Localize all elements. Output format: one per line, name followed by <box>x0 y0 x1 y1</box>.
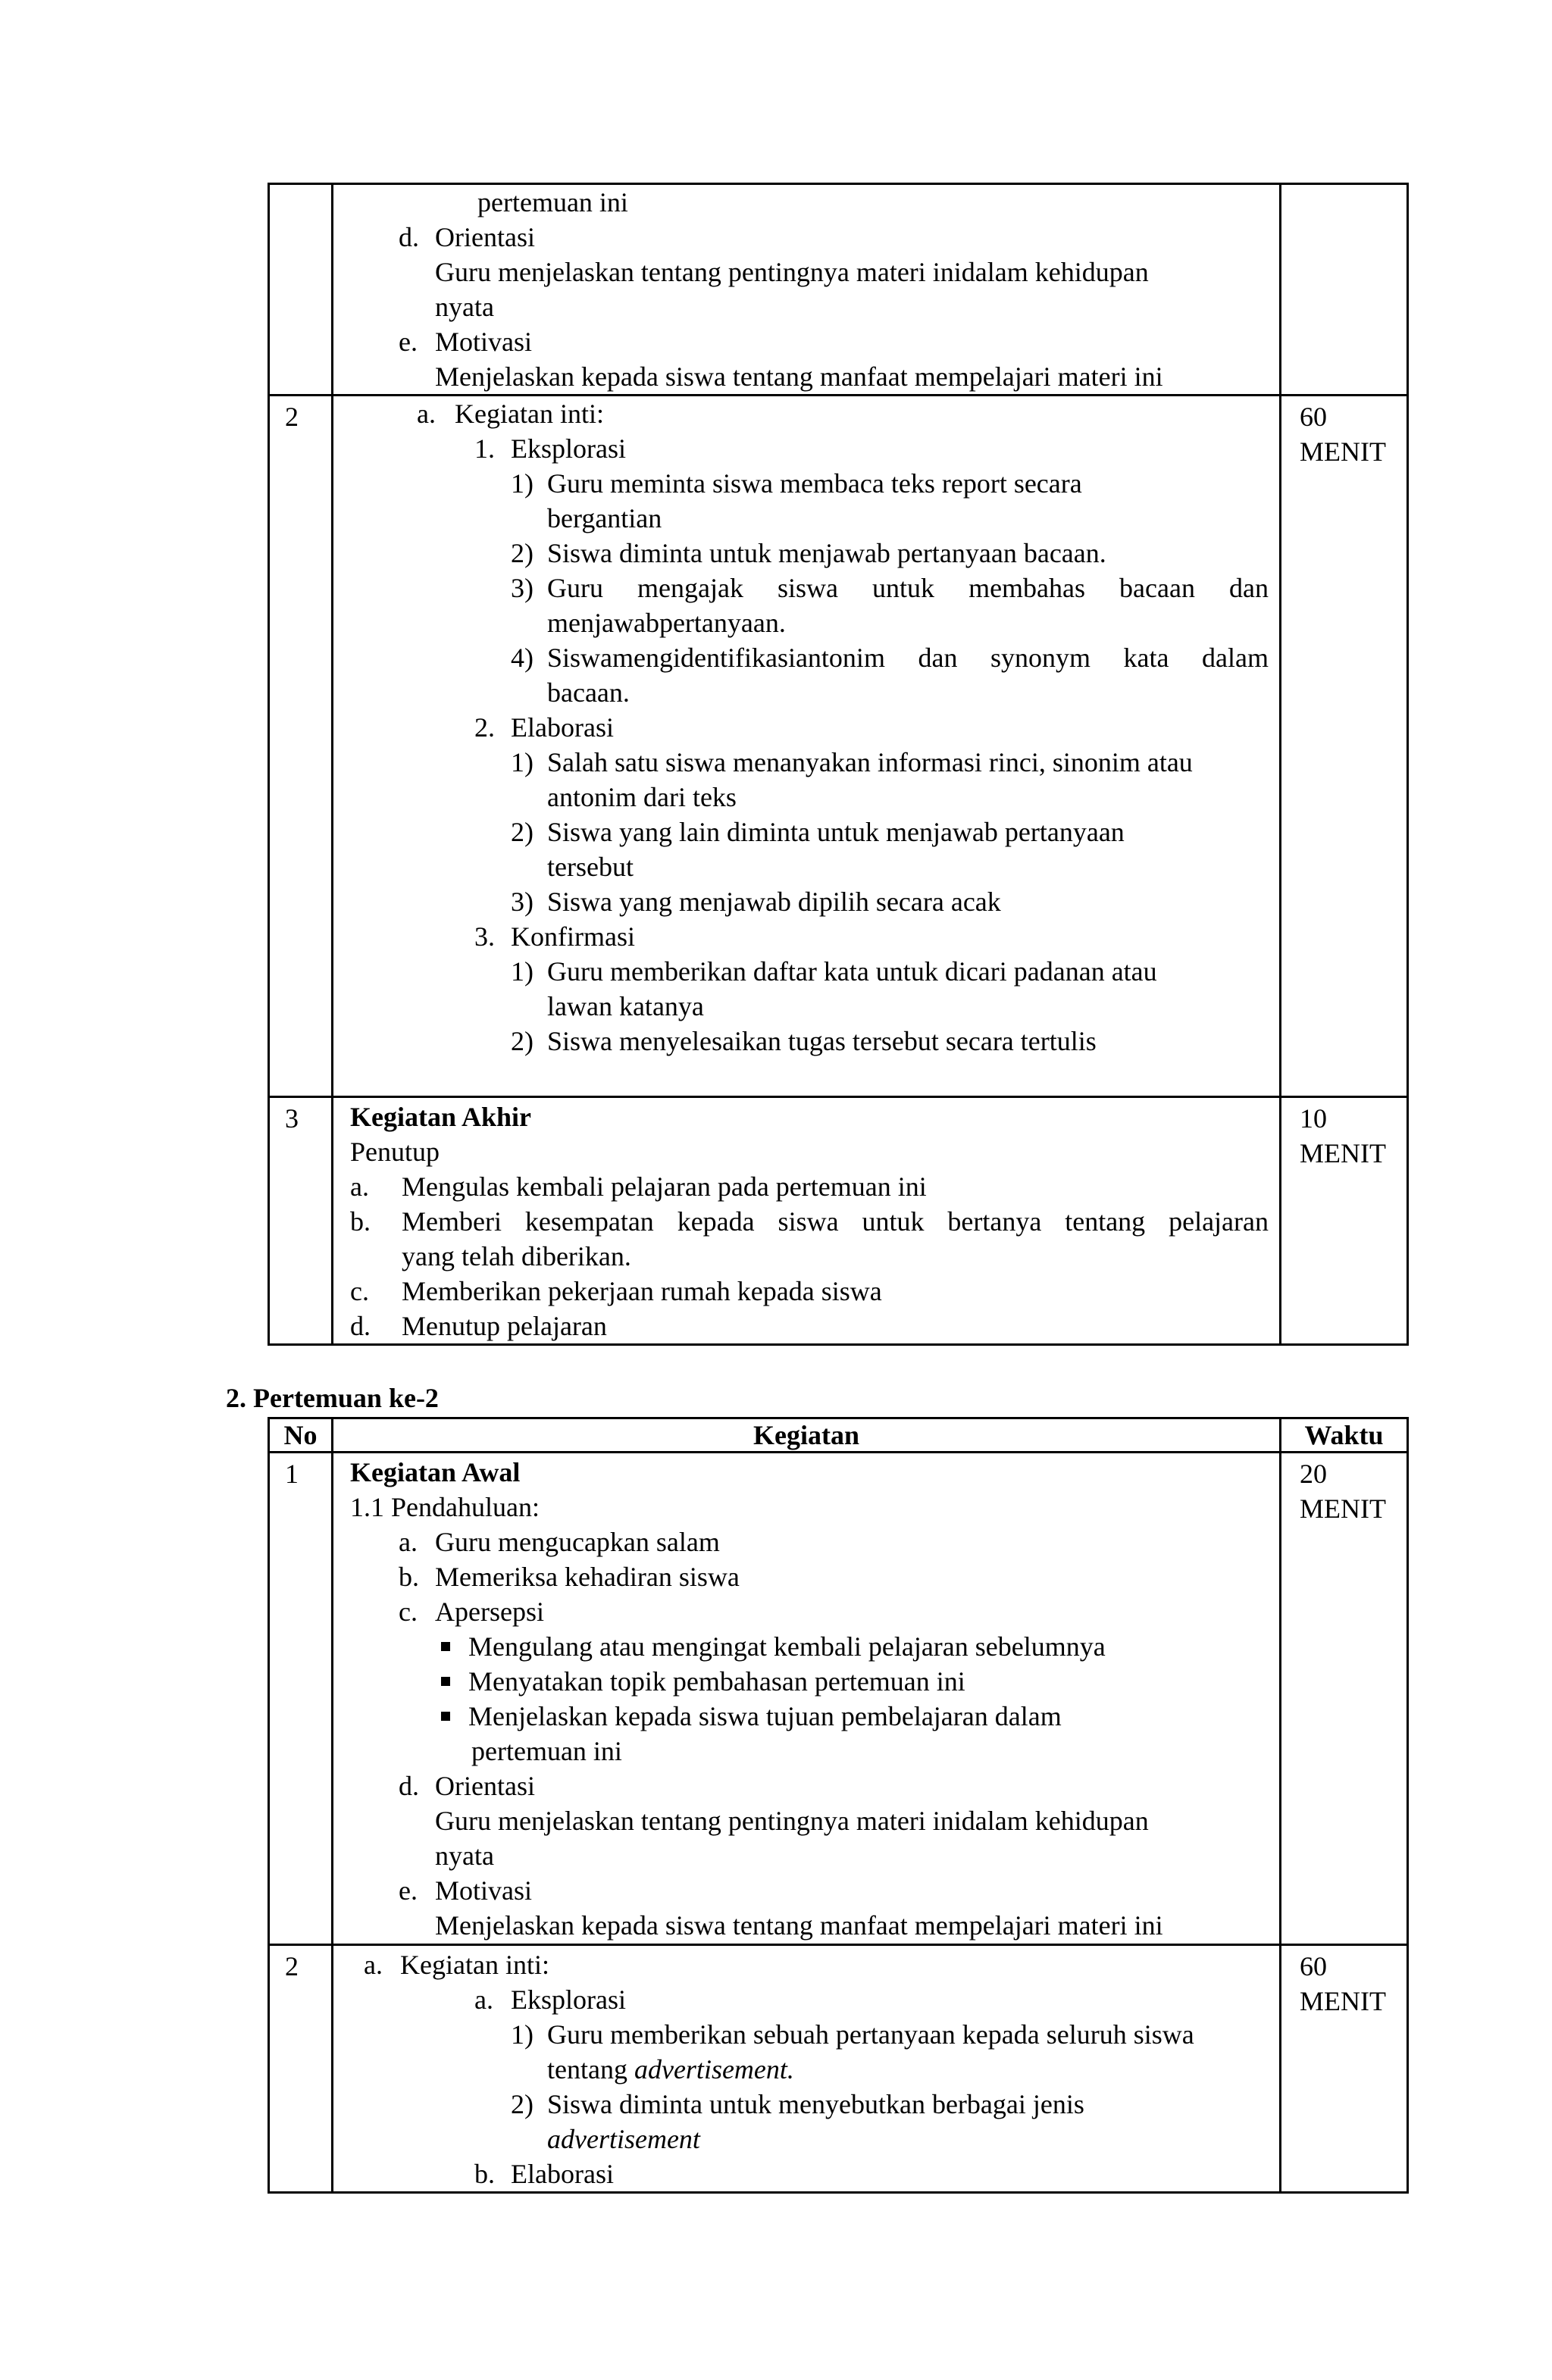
text-line: nyata <box>435 292 494 322</box>
table-header-row <box>269 1418 1408 1453</box>
list-item: 2) Siswa menyelesaikan tugas tersebut secara tertulis <box>511 1026 1097 1056</box>
text-line: Guru menjelaskan tentang pentingnya materi inidalam kehidupan <box>435 1806 1149 1836</box>
no-cell: 3 <box>269 1097 333 1345</box>
text-line: bergantian <box>547 503 662 533</box>
text-line: Guru menjelaskan tentang pentingnya materi inidalam kehidupan <box>435 257 1149 287</box>
list-item: a. Kegiatan inti: <box>417 399 604 429</box>
text-line: Menjelaskan kepada siswa tentang manfaat mempelajari materi ini <box>435 361 1163 392</box>
list-item: c. Memberikan pekerjaan rumah kepada siswa <box>350 1276 882 1306</box>
list-item: 1) Guru memberikan daftar kata untuk dicari padanan atau <box>511 956 1157 987</box>
section-title: Kegiatan Akhir <box>350 1102 532 1132</box>
column-header-waktu: Waktu <box>1281 1418 1408 1453</box>
time-value: 20 <box>1300 1459 1327 1489</box>
time-cell <box>1281 184 1408 396</box>
list-item: b. Memeriksa kehadiran siswa <box>399 1562 740 1592</box>
list-item: a. Mengulas kembali pelajaran pada pertemuan ini <box>350 1171 927 1202</box>
list-item: d. Menutup pelajaran <box>350 1311 607 1341</box>
time-value: 60 <box>1300 402 1327 432</box>
list-item: 2) Siswa diminta untuk menjawab pertanyaan bacaan. <box>511 538 1106 568</box>
time-unit: MENIT <box>1300 1493 1386 1524</box>
activity-cell <box>333 1097 1281 1345</box>
no-cell <box>269 184 333 396</box>
list-item: 3) Guru mengajak siswa untuk membahas bacaan dan <box>511 573 1269 603</box>
square-bullet-icon <box>441 1712 450 1721</box>
time-unit: MENIT <box>1300 1986 1386 2016</box>
activity-cell <box>333 1453 1281 1945</box>
text-line: yang telah diberikan. <box>402 1241 631 1271</box>
text-line: nyata <box>435 1841 494 1871</box>
list-item: 1. Eksplorasi <box>474 433 626 464</box>
time-cell <box>1281 1097 1408 1345</box>
table-row <box>269 184 1408 396</box>
section-title: Kegiatan Awal <box>350 1457 521 1487</box>
list-item: b. Memberi kesempatan kepada siswa untuk bertanya tentang pelajaran <box>350 1206 1269 1237</box>
text-line: bacaan. <box>547 677 630 708</box>
text-line: tersebut <box>547 852 634 882</box>
text-line: advertisement <box>547 2124 700 2154</box>
lesson-table-2 <box>268 1417 1409 2194</box>
square-bullet-icon <box>441 1677 450 1686</box>
list-item: e. Motivasi <box>399 327 533 357</box>
list-item: c. Apersepsi <box>399 1597 544 1627</box>
table-row <box>269 396 1408 1097</box>
list-item: d. Orientasi <box>399 222 535 252</box>
list-item: Menyatakan topik pembahasan pertemuan ini <box>333 1664 1279 1699</box>
list-item: e. Motivasi <box>399 1875 533 1906</box>
list-item: a. Eksplorasi <box>474 1984 626 2015</box>
list-item: 1) Guru memberikan sebuah pertanyaan kepada seluruh siswa <box>511 2019 1194 2050</box>
time-cell <box>1281 1945 1408 2193</box>
list-item: b. Elaborasi <box>474 2159 614 2189</box>
column-header-no: No <box>269 1418 333 1453</box>
text-line: pertemuan ini <box>471 1736 622 1766</box>
list-item: 1) Salah satu siswa menanyakan informasi rinci, sinonim atau <box>511 747 1193 777</box>
text-line: menjawabpertanyaan. <box>547 608 786 638</box>
text-line: 1.1 Pendahuluan: <box>350 1492 540 1522</box>
table-row <box>269 1945 1408 2193</box>
text-line: Penutup <box>350 1137 440 1167</box>
column-header-kegiatan: Kegiatan <box>333 1418 1281 1453</box>
text-line: lawan katanya <box>547 991 704 1021</box>
table-row <box>269 1097 1408 1345</box>
list-item: Mengulang atau mengingat kembali pelajaran sebelumnya <box>333 1629 1279 1664</box>
time-unit: MENIT <box>1300 436 1386 467</box>
text-line: pertemuan ini <box>477 187 628 217</box>
list-item: 2. Elaborasi <box>474 712 614 743</box>
list-item: 4) Siswamengidentifikasiantonim dan synonym kata dalam <box>511 643 1269 673</box>
time-cell <box>1281 396 1408 1097</box>
text-line: Menjelaskan kepada siswa tentang manfaat mempelajari materi ini <box>435 1910 1163 1941</box>
text-line: tentang advertisement. <box>547 2054 794 2084</box>
no-cell: 2 <box>269 1945 333 2193</box>
time-unit: MENIT <box>1300 1138 1386 1168</box>
text-line: antonim dari teks <box>547 782 737 812</box>
time-value: 60 <box>1300 1951 1327 1981</box>
list-item: Menjelaskan kepada siswa tujuan pembelajaran dalam <box>333 1699 1279 1734</box>
list-item: d. Orientasi <box>399 1771 535 1801</box>
activity-cell <box>333 396 1281 1097</box>
activity-cell <box>333 1945 1281 2193</box>
time-cell <box>1281 1453 1408 1945</box>
list-item: 2) Siswa diminta untuk menyebutkan berbagai jenis <box>511 2089 1084 2119</box>
list-item: a. Kegiatan inti: <box>364 1950 549 1980</box>
list-item: 2) Siswa yang lain diminta untuk menjawab pertanyaan <box>511 817 1125 847</box>
list-item: 3) Siswa yang menjawab dipilih secara acak <box>511 887 1001 917</box>
table-row <box>269 1453 1408 1945</box>
activity-cell <box>333 184 1281 396</box>
list-item: 1) Guru meminta siswa membaca teks report secara <box>511 468 1082 499</box>
lesson-table-1 <box>268 183 1409 1346</box>
list-item: 3. Konfirmasi <box>474 921 635 952</box>
no-cell: 2 <box>269 396 333 1097</box>
section-heading: 2. Pertemuan ke-2 <box>226 1383 439 1413</box>
no-cell: 1 <box>269 1453 333 1945</box>
list-item: a. Guru mengucapkan salam <box>399 1527 720 1557</box>
square-bullet-icon <box>441 1642 450 1651</box>
time-value: 10 <box>1300 1103 1327 1134</box>
